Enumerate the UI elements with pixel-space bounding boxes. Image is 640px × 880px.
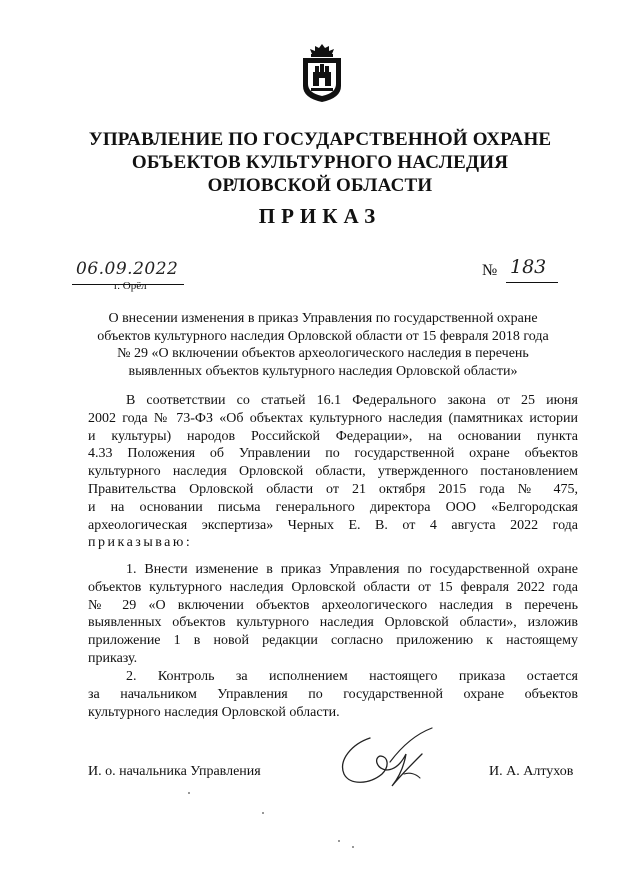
handwritten-date: 06.09.2022 (76, 259, 179, 279)
handwritten-signature (330, 722, 442, 800)
preamble-paragraph (88, 392, 578, 552)
item-2-line: культурного наследия Орловской области. (88, 704, 340, 720)
preamble-line: и культуры) народов Российской Федерации», на основании пункта (88, 428, 578, 444)
item-2-line: 2. Контроль за исполнением настоящего приказа остается (126, 669, 578, 684)
preamble-line: В соответствии со статьей 16.1 Федерального закона от 25 июня (126, 393, 578, 408)
scan-speck (338, 840, 340, 842)
item-1-line: приказу. (88, 650, 138, 666)
preamble-line: 4.33 Положения об Управлении по государственной охране объектов (88, 446, 578, 462)
item-1-paragraph (88, 561, 578, 668)
authority-name-line-3: ОРЛОВСКОЙ ОБЛАСТИ (207, 175, 433, 196)
number-sign: № (482, 262, 498, 279)
item-1-line: объектов культурного наследия Орловской области от 15 февраля 2022 года (88, 579, 578, 595)
preamble-line: культурного наследия Орловской области, утвержденного постановлением (88, 464, 578, 480)
title-line: № 29 «О включении объектов археологического наследия в перечень (117, 346, 529, 361)
preamble-line: и на основании письма генерального директора ООО «Белгородская (88, 499, 578, 515)
item-1-line: выявленных объектов культурного наследия Орловской области», изложив (88, 615, 578, 631)
prikazyvayu-word: приказываю: (88, 535, 193, 551)
scan-speck (188, 792, 190, 794)
scan-speck (352, 846, 354, 848)
item-1-line: 1. Внести изменение в приказ Управления по государственной охране (126, 562, 578, 577)
preamble-line: 2002 года № 73-ФЗ «Об объектах культурного наследия (памятниках истории (88, 410, 578, 426)
authority-name-line-2: ОБЪЕКТОВ КУЛЬТУРНОГО НАСЛЕДИЯ (131, 152, 509, 173)
authority-name-line-1: УПРАВЛЕНИЕ ПО ГОСУДАРСТВЕННОЙ ОХРАНЕ (88, 129, 552, 150)
coat-of-arms-emblem (299, 42, 345, 104)
title-line: объектов культурного наследия Орловской области от 15 февраля 2018 года (97, 328, 549, 344)
order-title (92, 310, 554, 380)
title-line: О внесении изменения в приказ Управления по государственной охране (108, 311, 538, 326)
document-type-heading: ПРИКАЗ (258, 204, 382, 228)
scan-speck (262, 812, 264, 814)
item-2-line: за начальником Управления по государственной охране объектов (88, 686, 578, 702)
preamble-line: Правительства Орловской области от 21 октября 2015 года № 475, (88, 481, 578, 497)
signatory-position: И. о. начальника Управления (88, 764, 261, 779)
handwritten-number: 183 (510, 256, 547, 278)
signatory-name: И. А. Алтухов (489, 764, 574, 779)
item-2-paragraph (88, 668, 578, 721)
item-1-line: № 29 «О включении объектов археологического наследия в перечень (88, 597, 578, 613)
preamble-line: археологическая экспертиза» Черных Е. В. от 4 августа 2022 года (88, 517, 578, 533)
title-line: выявленных объектов культурного наследия Орловской области» (128, 363, 518, 379)
city-label: г. Орёл (114, 280, 147, 292)
item-1-line: приложение 1 в новой редакции согласно приложению к настоящему (88, 633, 578, 649)
